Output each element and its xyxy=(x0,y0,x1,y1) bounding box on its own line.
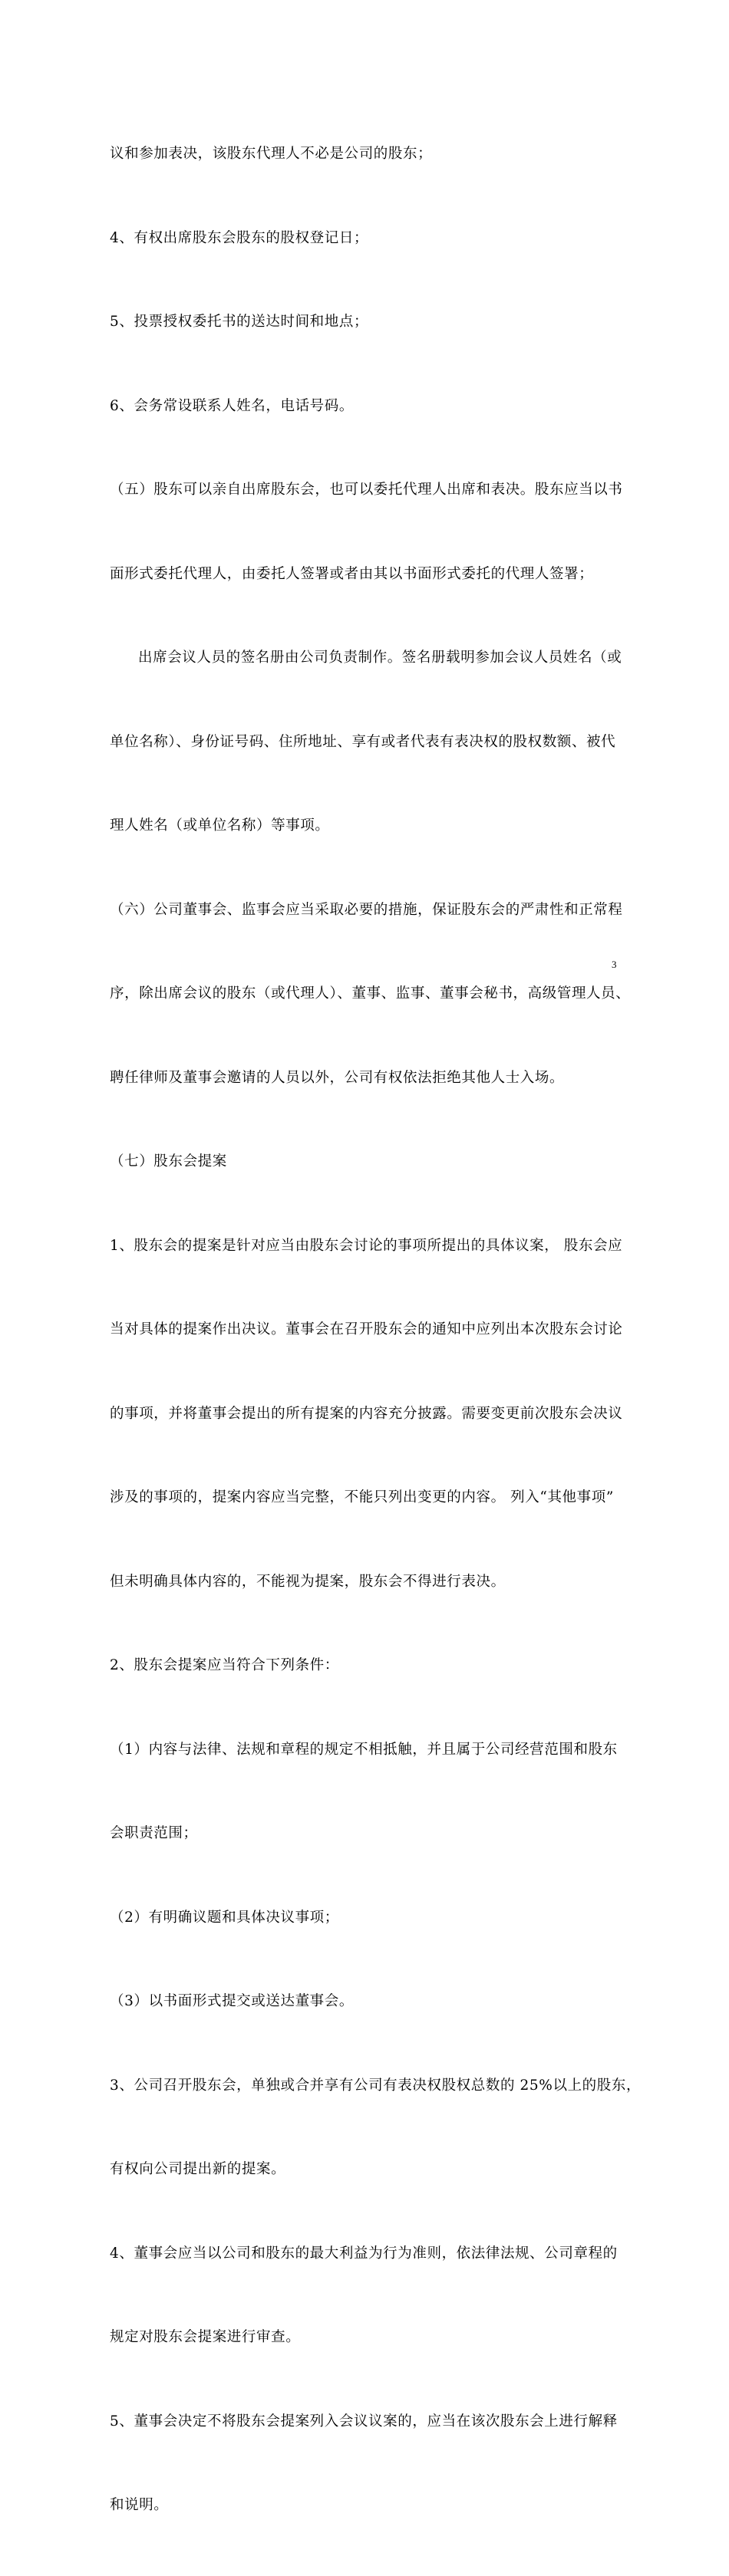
text-line: 的事项，并将董事会提出的所有提案的内容充分披露。需要变更前次股东会决议 xyxy=(110,1405,623,1422)
text-line: （七）股东会提案 xyxy=(110,1153,227,1170)
text-line: 6、会务常设联系人姓名，电话号码。 xyxy=(110,397,354,414)
text-line: 理人姓名（或单位名称）等事项。 xyxy=(110,818,330,834)
text-line: 涉及的事项的，提案内容应当完整，不能只列出变更的内容。 列入“其他事项” xyxy=(110,1489,614,1505)
document-body xyxy=(110,84,642,2576)
text-line: 规定对股东会提案进行审查。 xyxy=(110,2329,301,2345)
text-line: 3、公司召开股东会，单独或合并享有公司有表决权股权总数的 25%以上的股东， xyxy=(110,2077,642,2094)
text-line: 5、投票授权委托书的送达时间和地点； xyxy=(110,314,369,330)
text-line: 5、董事会决定不将股东会提案列入会议议案的，应当在该次股东会上进行解释 xyxy=(110,2413,618,2430)
text-line: 议和参加表决，该股东代理人不必是公司的股东； xyxy=(110,146,433,162)
text-block xyxy=(110,84,642,2576)
text-line: 4、董事会应当以公司和股东的最大利益为行为准则，依法律法规、公司章程的 xyxy=(110,2245,618,2262)
text-line: （1）内容与法律、法规和章程的规定不相抵触，并且属于公司经营范围和股东 xyxy=(110,1741,618,1758)
text-line: 会职责范围； xyxy=(110,1825,198,1841)
text-line: （3）以书面形式提交或送达董事会。 xyxy=(110,1993,354,2009)
text-line: 面形式委托代理人，由委托人签署或者由其以书面形式委托的代理人签署； xyxy=(110,565,594,582)
text-line: 4、有权出席股东会股东的股权登记日； xyxy=(110,229,369,246)
text-line: 聘任律师及董事会邀请的人员以外，公司有权依法拒绝其他人士入场。 xyxy=(110,1069,565,1086)
text-line: 和说明。 xyxy=(110,2497,169,2513)
text-line: （2）有明确议题和具体决议事项； xyxy=(110,1909,339,1926)
page-number: 3 xyxy=(612,959,617,970)
text-line: 序，除出席会议的股东（或代理人）、董事、监事、董事会秘书，高级管理人员、 xyxy=(110,985,631,1002)
text-line: 当对具体的提案作出决议。董事会在召开股东会的通知中应列出本次股东会讨论 xyxy=(110,1321,623,1337)
text-line: 出席会议人员的签名册由公司负责制作。签名册载明参加会议人员姓名（或 xyxy=(138,650,622,666)
text-line: 单位名称）、身份证号码、住所地址、享有或者代表有表决权的股权数额、被代 xyxy=(110,733,616,750)
text-line: 1、股东会的提案是针对应当由股东会讨论的事项所提出的具体议案， 股东会应 xyxy=(110,1237,623,1254)
text-line: 但未明确具体内容的，不能视为提案，股东会不得进行表决。 xyxy=(110,1573,506,1590)
text-line: 有权向公司提出新的提案。 xyxy=(110,2161,286,2177)
text-line: （五）股东可以亲自出席股东会，也可以委托代理人出席和表决。股东应当以书 xyxy=(110,482,623,498)
text-line: 2、股东会提案应当符合下列条件： xyxy=(110,1657,339,1673)
text-line: （六）公司董事会、监事会应当采取必要的措施，保证股东会的严肃性和正常程 xyxy=(110,901,623,918)
